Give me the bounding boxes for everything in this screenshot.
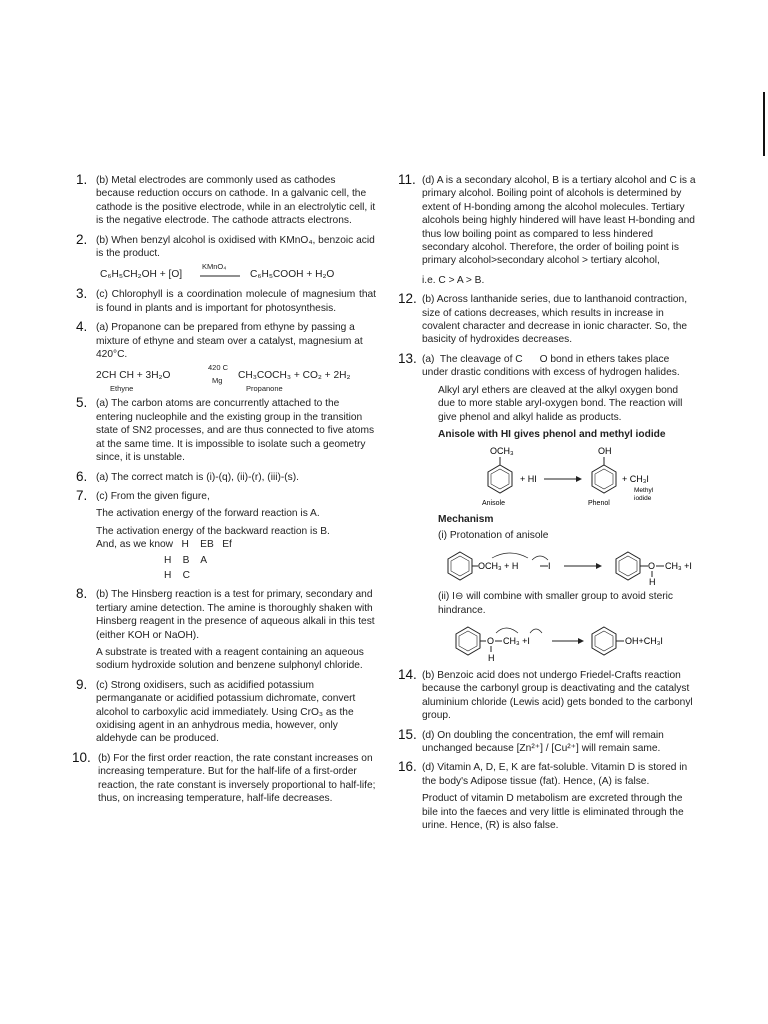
answer-16	[398, 761, 696, 832]
question-number: 13.	[398, 350, 417, 366]
answer-13	[398, 350, 696, 663]
answer-line: Alkyl aryl ethers are cleaved at the alkyl oxygen bond due to more stable aryl-oxygen bond. The reaction will give phenol and alkyl halide as products.	[438, 384, 683, 423]
equation-reagent: KMnO₄	[202, 262, 227, 272]
question-number: 8.	[76, 586, 88, 602]
arrowhead-icon	[596, 563, 602, 569]
mech2-right-label: OH+CH₃I	[625, 635, 663, 646]
electron-arrow-icon	[496, 628, 518, 633]
equation-temp: 420 C	[208, 363, 229, 373]
mech1-right-label: CH₃ +I	[665, 561, 692, 572]
mech2-ch3-label: CH₃ +I	[503, 635, 530, 646]
answer-text: (d) Vitamin A, D, E, K are fat-soluble. Vitamin D is stored in the body's Adipose tissue (fat). Hence, (A) is false.	[422, 762, 688, 787]
answer-1	[76, 174, 376, 228]
question-number: 4.	[76, 319, 88, 335]
phenol-label: Phenol	[588, 500, 610, 508]
benzene-inner-icon	[459, 631, 477, 651]
arrowhead-icon	[578, 638, 584, 644]
protonation-scheme	[432, 546, 712, 586]
answer-text: (a) Propanone can be prepared from ethyne by passing a mixture of ethyne and steam over a catalyst, magnesium at 420°C.	[96, 322, 363, 361]
answer-12	[398, 293, 696, 347]
iodine-label: I	[548, 561, 551, 572]
equation-catalyst: Mg	[212, 376, 223, 386]
answer-text: (b) For the first order reaction, the rate constant increases on increasing temperature. But for the half-life of a first-order reaction, the rate constant is inversely proportional to half-life; thus, on increasing temperature, half-life decreases.	[98, 752, 376, 805]
page-edge-rule	[763, 92, 765, 156]
answer-text: (c) From the given figure,	[96, 490, 210, 502]
answer-4	[76, 319, 376, 394]
answer-line: A substrate is treated with a reagent containing an aqueous sodium hydroxide solution and benzene sulphonyl chloride.	[96, 646, 364, 672]
question-number: 11.	[398, 172, 416, 187]
answer-text: (b) Benzoic acid does not undergo Friedel-Crafts reaction because the carbonyl group is deactivating and the catalyst aluminium chloride (Lewis acid) gets bonded to the carbonyl group.	[422, 669, 693, 722]
oxygen-label: O	[487, 635, 495, 646]
anisole-label: Anisole	[482, 500, 505, 508]
question-number: 15.	[398, 726, 417, 742]
equation-lhs: 2CH CH + 3H₂O	[96, 370, 171, 382]
benzene-inner-icon	[595, 469, 613, 489]
equation-rhs: C₆H₅COOH + H₂O	[250, 269, 335, 281]
electron-arrow-icon	[530, 629, 542, 633]
benzene-inner-icon	[491, 469, 509, 489]
hi-label: + HI	[520, 474, 537, 485]
answer-2	[76, 231, 376, 283]
arrowhead-icon	[576, 476, 582, 482]
question-number: 1.	[76, 172, 88, 187]
question-number: 7.	[76, 487, 88, 503]
propanone-label: Propanone	[246, 384, 283, 394]
scheme-heading: Anisole with HI gives phenol and methyl iodide	[438, 428, 666, 440]
mech1-left-label: OCH₃ + H	[478, 561, 519, 572]
mechanism-title: Mechanism	[438, 514, 494, 526]
question-number: 6.	[76, 468, 88, 484]
iodide-label: iodide	[634, 495, 652, 503]
hydrogen-label: H	[649, 577, 656, 587]
reaction-arrow-icon	[200, 273, 244, 279]
methyl-label: Methyl	[634, 487, 654, 495]
answer-8	[76, 588, 376, 672]
oxygen-label: O	[648, 561, 656, 572]
left-column	[72, 172, 376, 811]
answer-text: (b) When benzyl alcohol is oxidised with KMnO₄, benzoic acid is the product.	[96, 234, 375, 260]
electron-arrow-icon	[492, 553, 528, 558]
ethyne-label: Ethyne	[110, 384, 134, 394]
answer-line: The activation energy of the forward reaction is A.	[96, 508, 320, 520]
answer-11	[398, 174, 696, 287]
answer-6	[76, 468, 376, 484]
equation-rhs: CH₃COCH₃ + CO₂ + 2H₂	[238, 370, 351, 382]
benzene-inner-icon	[595, 631, 613, 651]
electron-arrow-icon	[532, 556, 548, 560]
question-number: 14.	[398, 666, 417, 682]
answer-5	[76, 397, 376, 464]
answer-text: (c) Chlorophyll is a coordination molecule of magnesium that is found in plants and is important for photosynthesis.	[96, 289, 376, 314]
question-number: 3.	[76, 286, 88, 302]
answer-14	[398, 666, 696, 723]
mechanism-step-1: (i) Protonation of anisole	[438, 529, 549, 541]
answer-text: (b) Metal electrodes are commonly used as cathodes because reduction occurs on cathode. In a galvanic cell, the cathode is the positive electrode, while in an electrolytic cell, it is the negative electrode. The cathode attracts electrons.	[96, 175, 376, 227]
answer-line: The activation energy of the backward reaction is B.	[96, 525, 330, 537]
answer-3	[76, 288, 376, 315]
equation-lhs: C₆H₅CH₂OH + [O]	[100, 269, 183, 281]
ch3i-label: + CH₃I	[622, 474, 649, 485]
answer-text: (b) Across lanthanide series, due to lanthanoid contraction, size of cations decreases, which results in increase in covalent character and decrease in ionic character. So, the basicity of hydroxides decreases.	[422, 294, 688, 346]
answer-text: (a) The cleavage of C O bond in ethers takes place under drastic conditions with excess of hydrogen halides.	[422, 353, 680, 379]
benzene-inner-icon	[451, 556, 469, 576]
answer-text: (a) The carbon atoms are concurrently attached to the entering nucleophile and the existing group in the transition state of SN2 processes, and are thus connected to five atoms at the same time. It is impossible to isolate such a geometry since, it is unstable.	[96, 398, 375, 464]
answer-9	[76, 676, 376, 746]
answer-text: (c) Strong oxidisers, such as acidified potassium permanganate or acidified potassium dichromate, convert alcohol to carboxylic acid immediately. Using CrO₃ as the oxidising agent in an anhydrous media, however, only aldehyde can be produced.	[96, 679, 356, 745]
equation-ethyne	[96, 363, 376, 394]
question-number: 12.	[398, 291, 417, 307]
right-column	[398, 174, 696, 838]
answer-text: (a) The correct match is (i)-(q), (ii)-(r), (iii)-(s).	[96, 471, 299, 483]
answer-7	[76, 487, 376, 582]
answer-line: H B A	[164, 554, 208, 566]
och3-label: OCH₃	[490, 446, 514, 457]
question-number: 9.	[76, 676, 88, 692]
oh-label: OH	[598, 446, 612, 457]
answer-line: And, as we know H EB Ef	[96, 539, 232, 551]
equation-benzyl-oxidation	[96, 264, 376, 282]
answer-line: H C	[164, 569, 191, 581]
question-number: 10.	[72, 749, 91, 765]
question-number: 5.	[76, 395, 88, 411]
benzene-inner-icon	[619, 556, 637, 576]
answer-line: i.e. C > A > B.	[422, 274, 485, 286]
question-number: 16.	[398, 759, 417, 775]
answer-text: (d) On doubling the concentration, the emf will remain unchanged because [Zn²⁺] / [Cu²⁺] will remain same.	[422, 729, 664, 754]
answer-text: (d) A is a secondary alcohol, B is a tertiary alcohol and C is a primary alcohol. Boiling point of alcohols is determined by extent of H-bonding among the alcohol molecules. Tertiary alcohols being highly hindered will have least H-bonding and thus low boiling point as compared to less hindered secondary alcohol. Therefore, the order of boiling point is primary alcohol>secondary alcohol > tertiary alcohol,	[422, 175, 696, 267]
answer-text: (b) The Hinsberg reaction is a test for primary, secondary and tertiary amine detection. The amine is thoroughly shaken with Hinsberg reagent in the presence of aqueous alkali in this test (either KOH or NaOH).	[96, 589, 375, 641]
answer-line: Product of vitamin D metabolism are excreted through the bile into the faeces and very little is eliminated through the urine. Hence, (R) is also false.	[422, 793, 684, 831]
hydrogen-label: H	[488, 652, 495, 663]
answer-10	[72, 749, 376, 806]
anisole-hi-scheme	[426, 445, 696, 507]
answer-15	[398, 726, 696, 756]
question-number: 2.	[76, 231, 88, 247]
cleavage-scheme	[448, 621, 728, 663]
mechanism-step-2: (ii) I⊖ will combine with smaller group to avoid steric hindrance.	[438, 591, 673, 616]
